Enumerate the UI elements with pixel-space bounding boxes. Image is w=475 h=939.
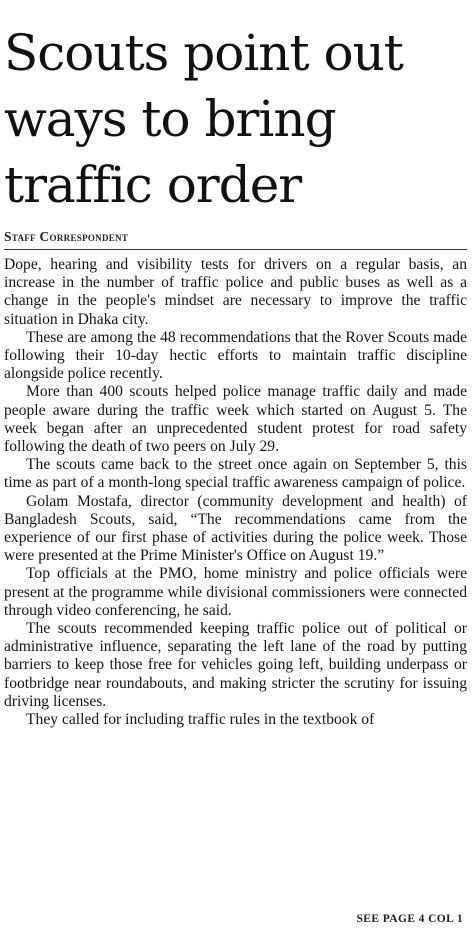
paragraph: The scouts recommended keeping traffic police out of political or administrative influence, separating the left lane of the road by putting barriers to keep those free for vehicles going left, building underpass or footbridge near roundabouts, and making stricter the scrutiny for issuing driving licenses. <box>4 620 467 710</box>
paragraph: They called for including traffic rules in the textbook of <box>26 711 375 729</box>
continuation-jump-line: SEE PAGE 4 COL 1 <box>356 913 463 925</box>
paragraph: Dope, hearing and visibility tests for drivers on a regular basis, an increase in the number of traffic police and public buses as well as a change in the people's mindset are necessary to improve the traffic situation in Dhaka city. <box>4 256 467 328</box>
byline-divider <box>4 249 467 250</box>
paragraph: The scouts came back to the street once again on September 5, this time as part of a month-long special traffic awareness campaign of police. <box>4 456 467 492</box>
paragraph: More than 400 scouts helped police manage traffic daily and made people aware during the traffic week which started on August 5. The week began after an unprecedented student protest for road safety following the death of two peers on July 29. <box>4 383 467 456</box>
paragraph: These are among the 48 recommendations that the Rover Scouts made following their 10-day hectic efforts to maintain traffic discipline alongside police recently. <box>4 328 467 383</box>
news-article <box>4 0 467 729</box>
headline: Scouts point out ways to bring traffic order <box>4 24 403 214</box>
article-body <box>4 256 467 729</box>
paragraph: Top officials at the PMO, home ministry and police officials were present at the programme while divisional commissioners were connected through video conferencing, he said. <box>4 565 467 619</box>
paragraph: Golam Mostafa, director (community development and health) of Bangladesh Scouts, said, “The recommendations came from the experience of our first phase of activities during the police week. Those were presented at the Prime Minister's Office on August 19.” <box>4 492 467 565</box>
byline: Staff Correspondent <box>4 229 129 244</box>
